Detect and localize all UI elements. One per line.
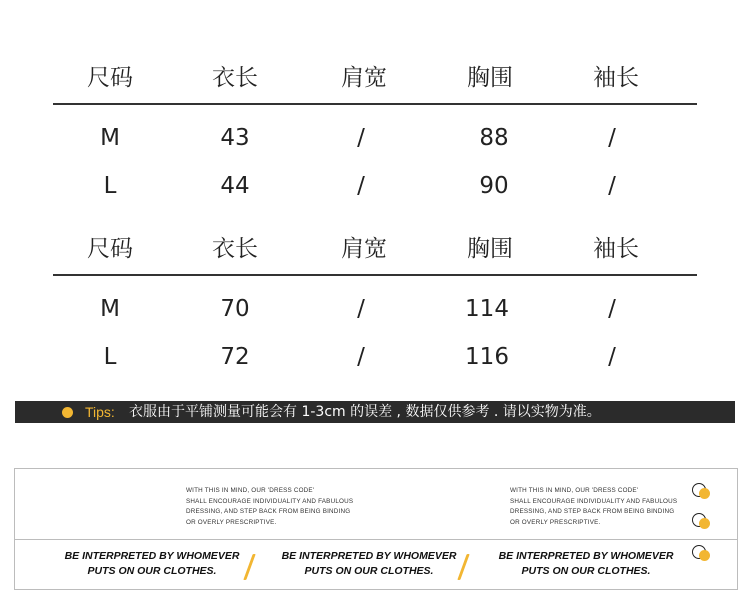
cell-shoulder: / (357, 344, 365, 370)
dress-code-line: WITH THIS IN MIND, OUR 'DRESS CODE' (510, 487, 639, 494)
header-chest: 胸围 (467, 236, 513, 262)
tagline-line: PUTS ON OUR CLOTHES. (304, 565, 434, 577)
dress-code-line: SHALL ENCOURAGE INDIVIDUALITY AND FABULOUS (186, 497, 354, 505)
bullet-dot-icon (62, 407, 73, 418)
tagline (52, 549, 252, 579)
cell-chest: 88 (479, 125, 509, 151)
dress-code-text (186, 486, 353, 528)
tagline-line: PUTS ON OUR CLOTHES. (521, 565, 651, 577)
cell-length: 44 (220, 173, 250, 199)
header-rule (53, 103, 697, 105)
header-length: 衣长 (212, 65, 258, 91)
cell-sleeve: / (608, 296, 616, 322)
header-shoulder: 肩宽 (341, 65, 387, 91)
dress-code-line: DRESSING, AND STEP BACK FROM BEING BINDING (510, 508, 675, 515)
dress-code-line: DRESSING, AND STEP BACK FROM BEING BINDING (186, 508, 351, 515)
header-size: 尺码 (87, 236, 133, 262)
header-size: 尺码 (87, 65, 133, 91)
cell-shoulder: / (357, 125, 365, 151)
table-row (53, 118, 697, 158)
tips-label: Tips: (85, 404, 115, 420)
cell-sleeve: / (608, 173, 616, 199)
tips-text: 衣服由于平铺测量可能会有 1-3cm 的误差 , 数据仅供参考 . 请以实物为准。 (129, 404, 601, 420)
cell-sleeve: / (608, 344, 616, 370)
dress-code-text (510, 486, 677, 528)
cell-chest: 90 (479, 173, 509, 199)
cell-chest: 114 (465, 296, 509, 322)
header-sleeve: 袖长 (593, 236, 639, 262)
cell-size: M (100, 125, 120, 151)
table-header-row (53, 58, 697, 98)
header-sleeve: 袖长 (593, 65, 639, 91)
banner-bottom-strip (15, 540, 737, 589)
cell-size: M (100, 296, 120, 322)
header-chest: 胸围 (467, 65, 513, 91)
header-length: 衣长 (212, 236, 258, 262)
header-rule (53, 274, 697, 276)
dress-code-line: OR OVERLY PRESCRIPTIVE. (510, 518, 601, 526)
cell-size: L (103, 344, 117, 370)
cell-length: 70 (220, 296, 250, 322)
cell-shoulder: / (357, 173, 365, 199)
table-row (53, 166, 697, 206)
table-header-row (53, 229, 697, 269)
dress-code-line: OR OVERLY PRESCRIPTIVE. (186, 518, 277, 526)
table-row (53, 337, 697, 377)
brand-banner (14, 468, 738, 590)
tagline (486, 549, 686, 579)
circle-dot-icon (692, 513, 710, 531)
tips-bar (15, 401, 735, 423)
cell-size: L (103, 173, 117, 199)
tagline-line: BE INTERPRETED BY WHOMEVER (281, 550, 457, 562)
circle-dot-icon (692, 545, 710, 563)
tagline-line: BE INTERPRETED BY WHOMEVER (498, 550, 674, 562)
cell-length: 72 (220, 344, 250, 370)
tagline (269, 549, 469, 579)
dress-code-line: WITH THIS IN MIND, OUR 'DRESS CODE' (186, 487, 315, 494)
cell-length: 43 (220, 125, 250, 151)
dress-code-line: SHALL ENCOURAGE INDIVIDUALITY AND FABULOUS (510, 497, 678, 505)
tagline-line: BE INTERPRETED BY WHOMEVER (64, 550, 240, 562)
tagline-line: PUTS ON OUR CLOTHES. (87, 565, 217, 577)
cell-chest: 116 (465, 344, 509, 370)
circle-dot-icon (692, 483, 710, 501)
cell-sleeve: / (608, 125, 616, 151)
header-shoulder: 肩宽 (341, 236, 387, 262)
banner-top-strip (15, 469, 737, 539)
cell-shoulder: / (357, 296, 365, 322)
table-row (53, 289, 697, 329)
